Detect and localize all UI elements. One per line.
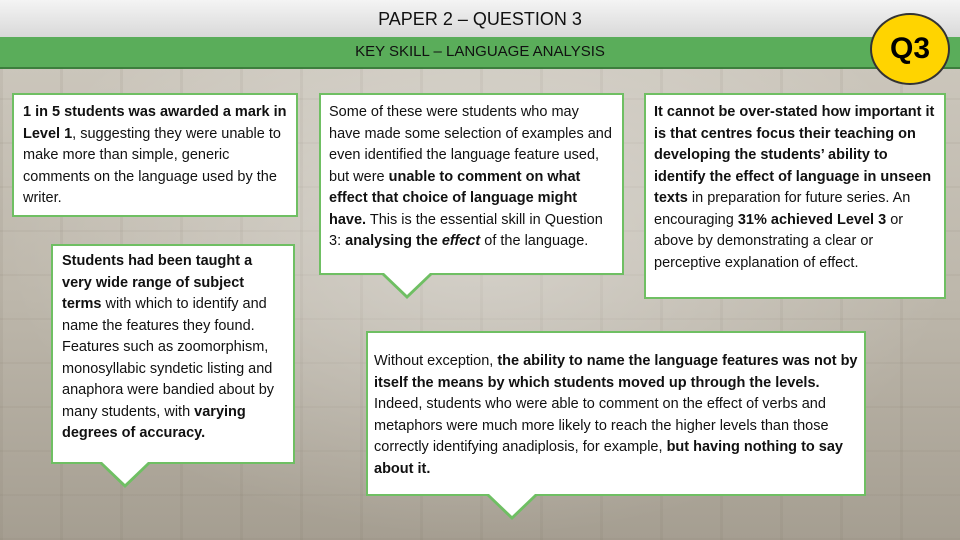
text-segment: , suggesting they were unable to make more than simple, generic comments on the language used by the writer. — [23, 125, 281, 206]
text-segment: Some of these were students who may have made some selection of examples and even identified the language feature used, but were — [329, 104, 612, 185]
callout-subject-terms-text — [62, 251, 284, 445]
text-segment: Without exception, — [374, 353, 498, 369]
text-segment: It cannot be over-stated how important it is that centres focus their teaching on developing the students’ ability to identify the effect of language in unseen texts — [654, 104, 935, 206]
callout-centres-focus-text — [654, 102, 936, 274]
text-segment: of the language. — [480, 233, 589, 249]
text-segment: the ability to name the language features was not by itself the means by which students moved up through the levels. — [374, 353, 858, 391]
question-badge: Q3 — [870, 13, 950, 85]
text-segment: analysing the — [345, 233, 442, 249]
text-segment: Indeed, students who were able to comment on the effect of verbs and metaphors were much more likely to reach the higher levels than those correctly identifying anadiplosis, for example, — [374, 396, 829, 455]
page-subtitle: KEY SKILL – LANGUAGE ANALYSIS — [355, 43, 605, 60]
text-segment: effect — [441, 233, 481, 249]
callout-level-1-text — [23, 102, 287, 210]
text-segment: 1 in 5 students was awarded a mark in Level 1 — [23, 104, 287, 142]
text-segment: with which to identify and name the features they found. Features such as zoomorphism, monosyllabic syndetic listing and anaphora were bandied about by many students, with — [62, 296, 275, 420]
callout-without-exception-text — [374, 351, 858, 480]
text-segment: unable to comment on what effect that choice of language might have. — [329, 168, 581, 228]
text-segment: This is the essential skill in Question 3: — [329, 211, 603, 249]
text-segment: or above by demonstrating a clear or perceptive explanation of effect. — [654, 211, 904, 271]
text-segment: 31% achieved Level 3 — [737, 211, 887, 228]
callout-subject-terms — [51, 244, 295, 464]
callout-effect — [319, 93, 624, 275]
callout-effect-text — [329, 102, 614, 253]
text-segment: varying degrees of accuracy. — [62, 403, 246, 441]
callout-level-1 — [12, 93, 298, 217]
callout-subject-terms-pointer-fill — [102, 462, 148, 484]
callout-effect-pointer-fill — [384, 273, 430, 295]
callout-without-exception-pointer-fill — [489, 494, 535, 516]
callout-without-exception — [366, 331, 866, 496]
text-segment: had been taught a very wide range of subject terms — [62, 253, 253, 312]
callout-centres-focus — [644, 93, 946, 299]
text-segment: Students — [62, 253, 129, 269]
text-segment: but having nothing to say about it. — [374, 439, 843, 477]
text-segment: in preparation for future series. An encouraging — [654, 190, 911, 228]
page-title: PAPER 2 – QUESTION 3 — [378, 9, 582, 29]
